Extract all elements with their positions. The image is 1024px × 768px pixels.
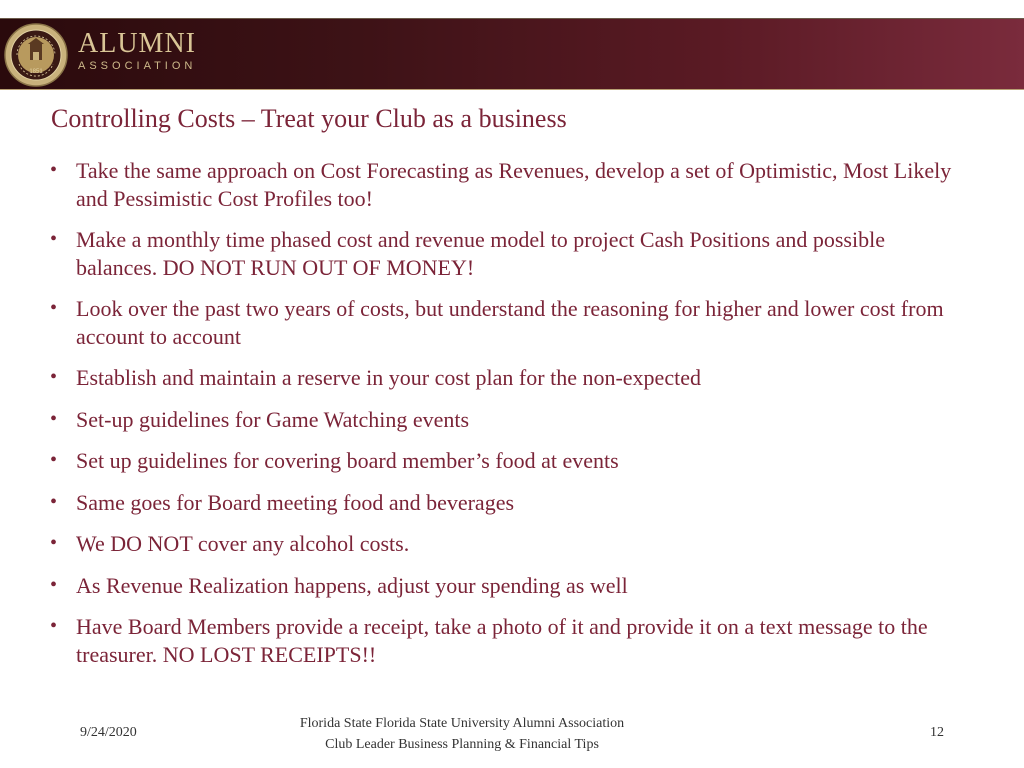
bullet-text: We DO NOT cover any alcohol costs.: [76, 531, 410, 556]
bullet-icon: •: [50, 366, 58, 388]
bullet-item: [48, 530, 968, 558]
bullet-item: [48, 226, 968, 281]
brand-main-text: ALUMNI: [78, 28, 196, 59]
footer-line-2: Club Leader Business Planning & Financial Tips: [325, 737, 599, 752]
bullet-text: Establish and maintain a reserve in your cost plan for the non-expected: [76, 365, 701, 390]
bullet-text: Set-up guidelines for Game Watching events: [76, 406, 470, 432]
bullet-text: Make a monthly time phased cost and revenue model to project Cash Positions and possible balances. DO NOT RUN OUT OF MONEY!: [76, 227, 885, 280]
brand-sub-text: ASSOCIATION: [78, 60, 197, 72]
bullet-item: [48, 572, 968, 600]
footer-line-1: Florida State Florida State University Alumni Association: [299, 716, 625, 731]
svg-text:1851: 1851: [29, 69, 43, 75]
bullet-item: [48, 295, 968, 350]
bullet-icon: •: [50, 449, 58, 471]
bullet-text: As Revenue Realization happens, adjust your spending as well: [76, 572, 628, 598]
bullet-item: [48, 157, 968, 212]
bullet-icon: •: [50, 615, 58, 637]
bullet-icon: •: [50, 532, 58, 554]
bullet-icon: •: [50, 490, 58, 513]
slide-title: Controlling Costs – Treat your Club as a business: [51, 104, 567, 133]
header-banner: [0, 18, 1024, 90]
alumni-association-wordmark: [78, 29, 196, 73]
bullet-item: [48, 406, 968, 434]
bullet-text: Set up guidelines for covering board member’s food at events: [76, 448, 619, 473]
bullet-text: Look over the past two years of costs, but understand the reasoning for higher and lower cost from account to account: [76, 296, 944, 349]
bullet-item: [48, 447, 968, 475]
footer-caption: [212, 713, 712, 755]
bullet-icon: •: [50, 573, 58, 596]
bullet-list: [48, 157, 968, 682]
bullet-text: Have Board Members provide a receipt, take a photo of it and provide it on a text message to the treasurer. NO LOST RECEIPTS!!: [76, 614, 928, 667]
bullet-item: [48, 489, 968, 517]
bullet-text: Take the same approach on Cost Forecasting as Revenues, develop a set of Optimistic, Most Likely and Pessimistic Cost Profiles too!: [76, 158, 952, 211]
footer-date: 9/24/2020: [80, 725, 137, 740]
bullet-item: [48, 364, 968, 392]
fsu-seal-logo: [3, 22, 69, 88]
bullet-text: Same goes for Board meeting food and beverages: [76, 489, 515, 515]
bullet-icon: •: [50, 159, 58, 181]
page-number: 12: [930, 725, 944, 740]
bullet-icon: •: [50, 407, 58, 430]
bullet-item: [48, 613, 968, 668]
bullet-icon: •: [50, 228, 58, 250]
bullet-icon: •: [50, 297, 58, 319]
